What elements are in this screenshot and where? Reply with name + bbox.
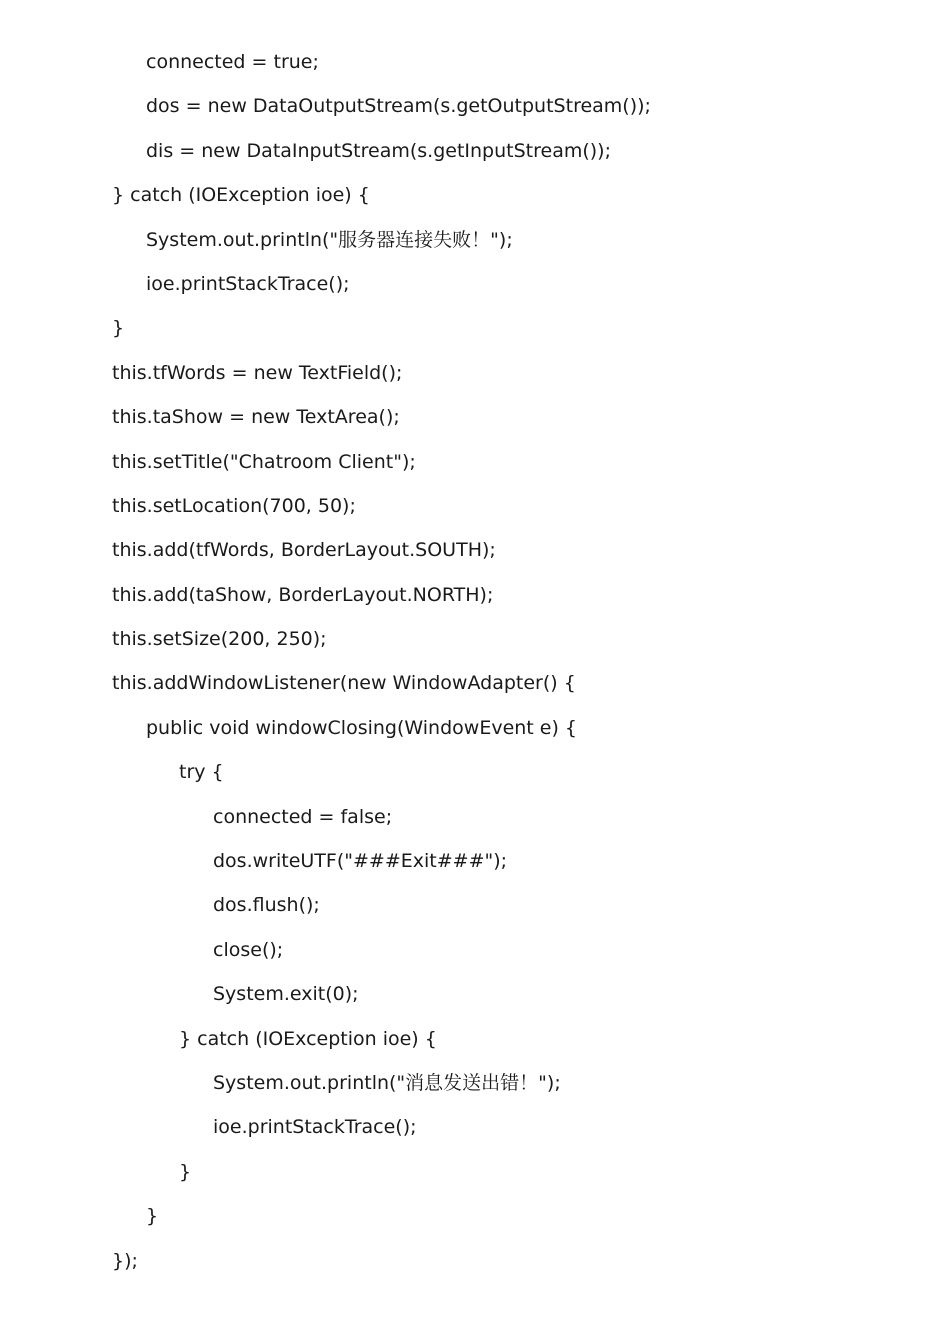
code-line: ioe.printStackTrace(); (146, 272, 350, 295)
code-block (112, 40, 651, 1283)
code-line: } catch (IOException ioe) { (179, 1027, 437, 1050)
code-line: this.setLocation(700, 50); (112, 494, 356, 517)
code-line: ioe.printStackTrace(); (213, 1116, 417, 1139)
code-line: dos.flush(); (213, 894, 320, 917)
code-line: close(); (213, 938, 284, 961)
code-line: }); (112, 1249, 138, 1272)
code-line: this.taShow = new TextArea(); (112, 406, 400, 429)
code-line: this.tfWords = new TextField(); (112, 361, 403, 384)
code-line: } (146, 1205, 159, 1228)
code-line: this.addWindowListener(new WindowAdapter() { (112, 672, 576, 695)
code-line: public void windowClosing(WindowEvent e) { (146, 716, 578, 739)
code-line: System.out.println("消息发送出错！"); (213, 1071, 561, 1094)
code-line: connected = true; (146, 51, 319, 73)
code-line: try { (179, 761, 224, 784)
code-line: this.add(tfWords, BorderLayout.SOUTH); (112, 539, 496, 562)
code-line: } catch (IOException ioe) { (112, 184, 370, 207)
code-line: this.setTitle("Chatroom Client"); (112, 450, 416, 473)
code-line: dos.writeUTF("###Exit###"); (213, 850, 508, 873)
code-line: this.setSize(200, 250); (112, 628, 327, 651)
code-line: System.exit(0); (213, 983, 359, 1006)
code-line: System.out.println("服务器连接失败！"); (146, 228, 513, 251)
code-line: dis = new DataInputStream(s.getInputStream()); (146, 139, 611, 162)
code-line: } (179, 1160, 192, 1183)
code-line: dos = new DataOutputStream(s.getOutputStream()); (146, 95, 651, 118)
code-line: connected = false; (213, 805, 393, 828)
code-line: } (112, 317, 125, 340)
code-line: this.add(taShow, BorderLayout.NORTH); (112, 583, 494, 606)
